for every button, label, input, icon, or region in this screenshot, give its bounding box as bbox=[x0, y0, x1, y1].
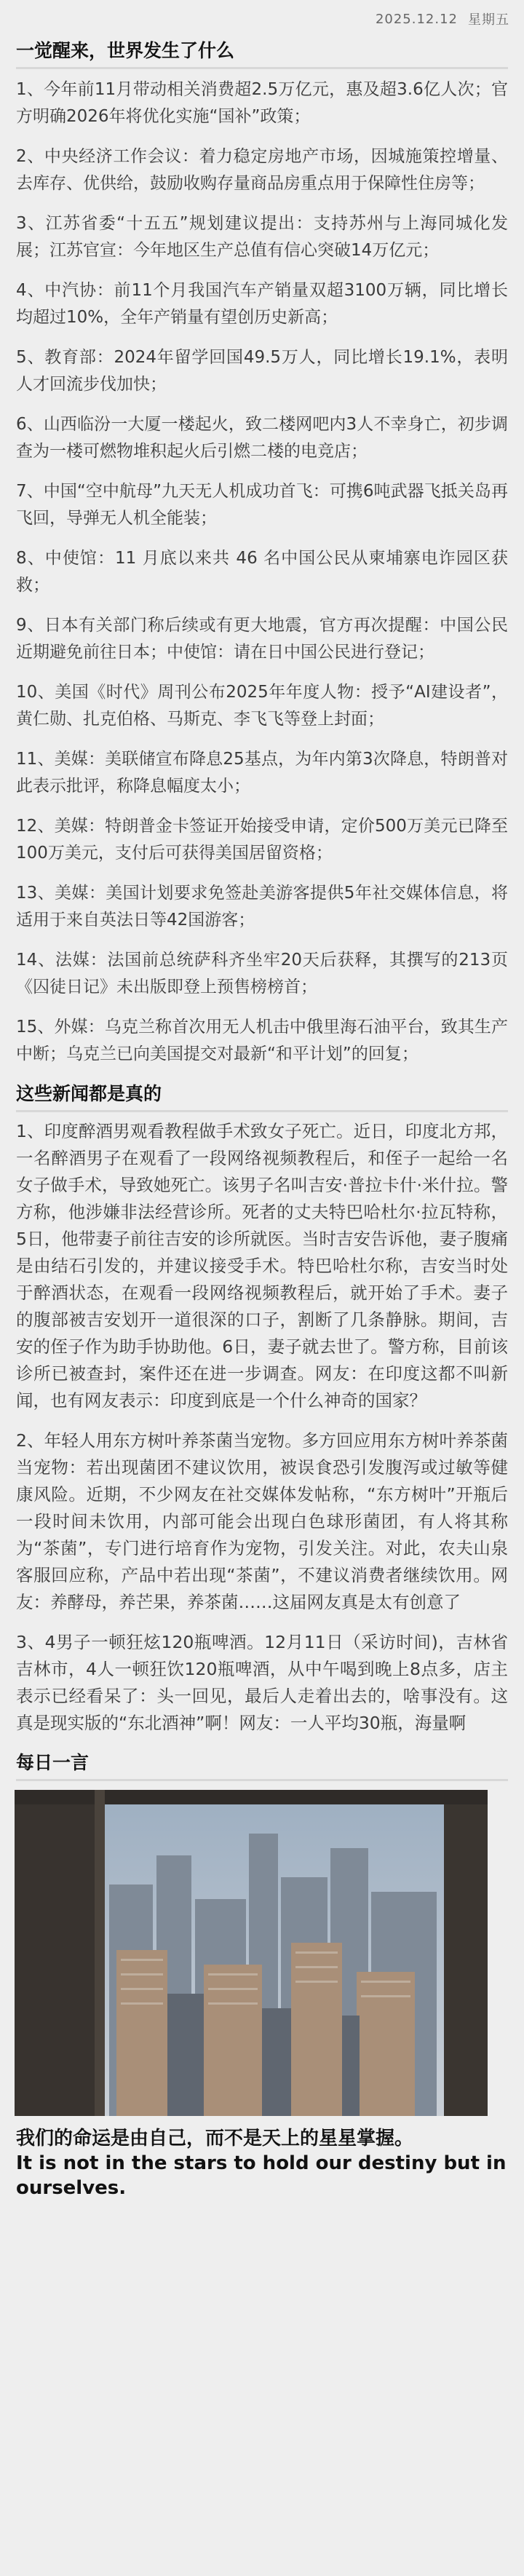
section-title-text: 一觉醒来，世界发生了什么 bbox=[16, 40, 235, 61]
news-story: 2、年轻人用东方树叶养茶菌当宠物。多方回应用东方树叶养茶菌当宠物：若出现菌团不建议饮用，被误食恐引发腹泻或过敏等健康风险。近期，不少网友在社交媒体发帖称，“东方树叶”开瓶后一段时间未饮用，内部可能会出现白色球形菌团，有人将其称为“茶菌”，专门进行培育作为宠物，引发关注。对此，农夫山泉客服回应称，产品中若出现“茶菌”，不建议消费者继续饮用。网友：养酵母，养芒果，养茶菌……这届网友真是太有创意了 bbox=[16, 1430, 508, 1612]
headline-item: 13、美媒：美国计划要求免签赴美游客提供5年社交媒体信息，将适用于来自英法日等42国游客； bbox=[16, 884, 508, 930]
date-header bbox=[0, 0, 524, 38]
section-title-daily-quote bbox=[0, 1750, 524, 1781]
true-news-list bbox=[0, 1112, 524, 1737]
headline-item: 1、今年前11月带动相关消费超2.5万亿元，惠及超3.6亿人次；官方明确2026年将优化实施“国补”政策； bbox=[16, 80, 508, 126]
headline-item: 2、中央经济工作会议：着力稳定房地产市场，因城施策控增量、去库存、优供给，鼓励收购存量商品房重点用于保障性住房等； bbox=[16, 147, 508, 193]
date-text: 2025.12.12 bbox=[375, 11, 458, 27]
city-skyline-image bbox=[15, 1790, 488, 2116]
news-story: 3、4男子一顿狂炫120瓶啤酒。12月11日（采访时间)，吉林省吉林市，4人一顿狂饮120瓶啤酒，从中午喝到晚上8点多，店主表示已经看呆了：头一回见，最后人走着出去的，啥事没有。这真是现实版的“东北酒神”啊！网友：一人平均30瓶，海量啊 bbox=[16, 1632, 508, 1733]
headline-item: 12、美媒：特朗普金卡签证开始接受申请，定价500万美元已降至100万美元，支付后可获得美国居留资格； bbox=[16, 817, 508, 863]
section-divider bbox=[16, 1779, 508, 1781]
headline-item: 9、日本有关部门称后续或有更大地震，官方再次提醒：中国公民近期避免前往日本；中使馆：请在日中国公民进行登记； bbox=[16, 616, 508, 662]
headline-item: 15、外媒：乌克兰称首次用无人机击中俄里海石油平台，致其生产中断；乌克兰已向美国提交对最新“和平计划”的回复； bbox=[16, 1018, 508, 1063]
headline-item: 10、美国《时代》周刊公布2025年年度人物：授予“AI建设者”，黄仁勋、扎克伯格、马斯克、李飞飞等登上封面； bbox=[16, 683, 508, 729]
headline-item: 3、江苏省委“十五五”规划建议提出：支持苏州与上海同城化发展；江苏官宣：今年地区生产总值有信心突破14万亿元； bbox=[16, 214, 508, 260]
skyline-illustration bbox=[15, 1790, 488, 2116]
headline-item: 6、山西临汾一大厦一楼起火，致二楼网吧内3人不幸身亡，初步调查为一楼可燃物堆积起火后引燃二楼的电竞店； bbox=[16, 415, 508, 461]
headline-item: 8、中使馆：11 月底以来共 46 名中国公民从柬埔寨电诈园区获救； bbox=[16, 549, 508, 595]
quote-chinese: 我们的命运是由自己，而不是天上的星星掌握。 bbox=[16, 2128, 414, 2149]
headline-item: 14、法媒：法国前总统萨科齐坐牢20天后获释，其撰写的213页《囚徒日记》未出版即登上预售榜榜首； bbox=[16, 951, 508, 996]
section-title-text: 这些新闻都是真的 bbox=[16, 1083, 162, 1104]
headline-item: 11、美媒：美联储宣布降息25基点，为年内第3次降息，特朗普对此表示批评，称降息幅度太小； bbox=[16, 750, 508, 796]
section-title-world bbox=[0, 38, 524, 69]
weekday-text: 星期五 bbox=[468, 12, 509, 28]
headline-item: 7、中国“空中航母”九天无人机成功首飞：可携6吨武器飞抵关岛再飞回，导弹无人机全能装； bbox=[16, 482, 508, 528]
headline-list bbox=[0, 69, 524, 1068]
headline-item: 4、中汽协：前11个月我国汽车产销量双超3100万辆，同比增长均超过10%，全年产销量有望创历史新高； bbox=[16, 281, 508, 327]
news-story: 1、印度醉酒男观看教程做手术致女子死亡。近日，印度北方邦，一名醉酒男子在观看了一段网络视频教程后，和侄子一起给一名女子做手术，导致她死亡。该男子名叫吉安·普拉卡什·米什拉。警方称，他涉嫌非法经营诊所。死者的丈夫特巴哈杜尔·拉瓦特称，5日，他带妻子前往吉安的诊所就医。当时吉安告诉他，妻子腹痛是由结石引发的，并建议接受手术。特巴哈杜尔称，吉安当时处于醉酒状态，在观看一段网络视频教程后，就开始了手术。妻子的腹部被吉安划开一道很深的口子，割断了几条静脉。期间，吉安的侄子作为助手协助他。6日，妻子就去世了。警方称，目前该诊所已被查封，案件还在进一步调查。网友：在印度这都不叫新闻，也有网友表示：印度到底是一个什么神奇的国家？ bbox=[16, 1121, 508, 1411]
section-title-text: 每日一言 bbox=[16, 1752, 90, 1773]
section-title-true-news bbox=[0, 1081, 524, 1112]
headline-item: 5、教育部：2024年留学回国49.5万人，同比增长19.1%，表明人才回流步伐加快； bbox=[16, 348, 508, 394]
quote-english: It is not in the stars to hold our destiny but in ourselves. bbox=[16, 2152, 507, 2199]
